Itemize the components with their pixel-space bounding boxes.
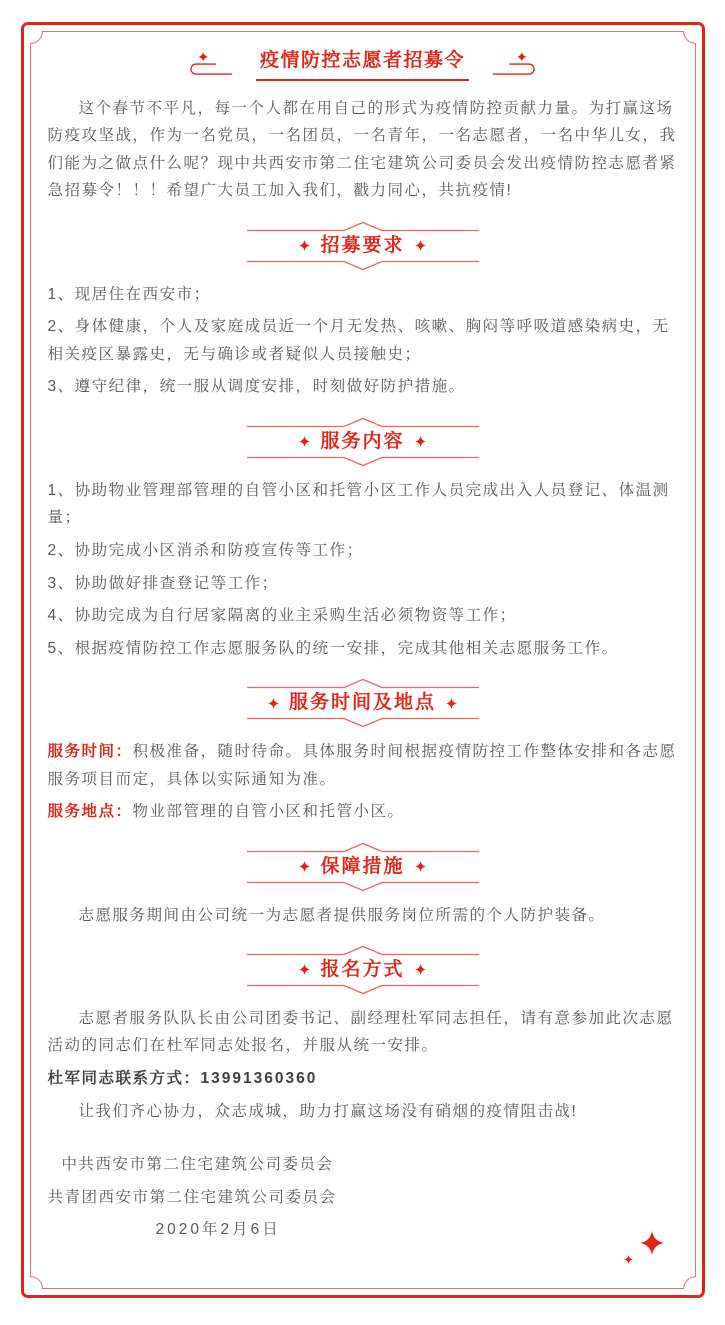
- intro-block: [48, 95, 678, 205]
- sparkle-icon: [415, 964, 426, 975]
- chevron-line-top: [247, 945, 479, 957]
- section-title: 招募要求: [320, 235, 405, 256]
- list-item: 4、协助完成为自行居家隔离的业主采购生活必须物资等工作；: [47, 607, 517, 625]
- signup-block: [48, 1005, 678, 1125]
- service-time-label: 服务时间：: [47, 743, 133, 761]
- sparkle-icon: [268, 698, 279, 709]
- chevron-line-bottom: [247, 716, 479, 728]
- frame-corner-scallop: [30, 31, 43, 44]
- cloud-scroll-icon: [176, 51, 234, 79]
- section-title: 服务内容: [320, 431, 405, 453]
- page-title: 疫情防控志愿者招募令: [256, 49, 469, 81]
- section-title: 报名方式: [320, 959, 405, 981]
- requirements-list: [48, 281, 678, 401]
- service-place-label: 服务地点：: [47, 803, 133, 821]
- section-heading-signup: [247, 945, 479, 995]
- section-heading-services: [247, 417, 479, 467]
- section-heading-safeguard: [247, 842, 479, 892]
- section-title: 服务时间及地点: [288, 692, 436, 714]
- intro-paragraph: 这个春节不平凡，每一个人都在用自己的形式为疫情防控贡献力量。为打赢这场防疫攻坚战，作为一名党员，一名团员，一名青年，一名志愿者，一名中华儿女，我们能为之做点什么呢？现中共西安市第二住宅建筑公司委员会发出疫情防控志愿者紧急招募令！！！希望广大员工加入我们，戳力同心，共抗疫情!: [47, 99, 677, 200]
- chevron-line-top: [247, 221, 479, 233]
- chevron-line-bottom: [247, 455, 479, 467]
- list-item: 3、遵守纪律，统一服从调度安排，时刻做好防护措施。: [47, 378, 466, 396]
- chevron-line-bottom: [247, 259, 479, 271]
- contact-label: 杜军同志联系方式：: [47, 1070, 201, 1087]
- service-place-text: 物业部管理的自管小区和托管小区。: [132, 803, 405, 821]
- time-place-block: [48, 738, 678, 826]
- sparkle-icon: [299, 436, 310, 447]
- section-heading-time-place: [247, 678, 479, 728]
- cloud-scroll-icon: [491, 51, 549, 79]
- list-item: 1、协助物业管理部管理的自管小区和托管小区工作人员完成出入人员登记、体温测量；: [47, 481, 670, 527]
- section-title: 保障措施: [320, 855, 405, 877]
- sparkle-icon: [624, 1251, 633, 1269]
- list-item: 2、协助完成小区消杀和防疫宣传等工作；: [47, 541, 364, 559]
- service-place-line: [48, 798, 678, 826]
- frame-corner-scallop: [683, 1276, 696, 1289]
- chevron-line-bottom: [247, 983, 479, 995]
- list-item: 1、现居住在西安市；: [47, 285, 211, 303]
- chevron-line-top: [247, 678, 479, 690]
- signature-block: [48, 1151, 678, 1244]
- list-item: 3、协助做好排查登记等工作；: [47, 574, 279, 592]
- service-time-text: 积极准备，随时待命。具体服务时间根据疫情防控工作整体安排和各志愿服务项目而定，具体以实际通知为准。: [47, 743, 677, 788]
- contact-line: [48, 1065, 678, 1093]
- signup-paragraph: 志愿者服务队队长由公司团委书记、副经理杜军同志担任，请有意参加此次志愿活动的同志们在杜军同志处报名，并服从统一安排。: [47, 1009, 674, 1055]
- list-item: 5、根据疫情防控工作志愿服务队的统一安排，完成其他相关志愿服务工作。: [47, 639, 619, 657]
- sparkle-icon: [415, 436, 426, 447]
- closing-paragraph: 让我们齐心协力，众志成城，助力打赢这场没有硝烟的疫情阻击战!: [78, 1102, 578, 1120]
- frame-corner-scallop: [683, 31, 696, 44]
- chevron-line-top: [247, 417, 479, 429]
- services-list: [48, 477, 678, 662]
- frame-corner-scallop: [30, 1276, 43, 1289]
- section-heading-requirements: [247, 221, 479, 271]
- safeguard-paragraph: 志愿服务期间由公司统一为志愿者提供服务岗位所需的个人防护装备。: [78, 906, 606, 924]
- sparkle-icon: [415, 240, 426, 251]
- signature-org: 共青团西安市第二住宅建筑公司委员会: [47, 1188, 337, 1206]
- safeguard-block: [48, 902, 678, 930]
- sparkle-icon: [299, 861, 310, 872]
- sparkle-icon: [415, 861, 426, 872]
- signature-org: 中共西安市第二住宅建筑公司委员会: [61, 1156, 334, 1174]
- title-row: [48, 49, 678, 81]
- notice-card: [21, 22, 705, 1298]
- signature-date: 2020年2月6日: [155, 1221, 281, 1239]
- sparkle-icon: [446, 698, 457, 709]
- list-item: 2、身体健康，个人及家庭成员近一个月无发热、咳嗽、胸闷等呼吸道感染病史，无相关疫区暴露史，无与确诊或者疑似人员接触史；: [47, 318, 670, 363]
- contact-phone: 13991360360: [200, 1070, 318, 1087]
- chevron-line-bottom: [247, 880, 479, 892]
- sparkle-icon: [299, 240, 310, 251]
- chevron-line-top: [247, 842, 479, 854]
- service-time-line: [48, 738, 678, 793]
- sparkle-icon: [299, 964, 310, 975]
